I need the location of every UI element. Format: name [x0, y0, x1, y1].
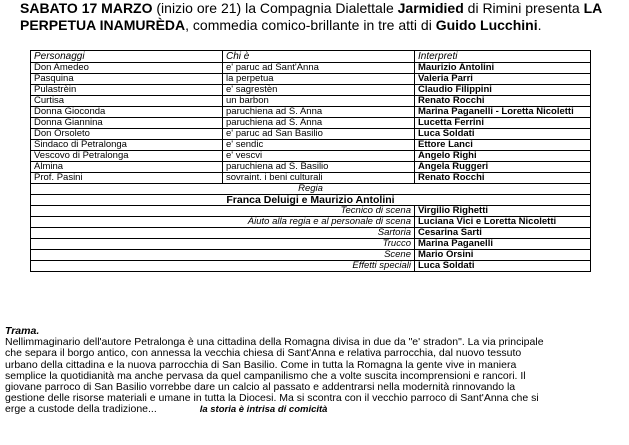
play-title-part1: LA [583, 0, 603, 16]
actor-cell: Angelo Righi [415, 151, 591, 162]
company-name: Jarmidied [397, 0, 464, 16]
table-row [31, 151, 591, 162]
crew-row [31, 239, 591, 250]
character-cell: Curtisa [31, 96, 223, 107]
crew-name: Virgilio Righetti [415, 206, 591, 217]
column-header: Interpreti [415, 51, 591, 63]
role-cell: paruchiena ad S. Basilio [223, 162, 415, 173]
actor-cell: Ettore Lanci [415, 140, 591, 151]
crew-role: Effetti speciali [31, 261, 415, 272]
actor-cell: Lucetta Ferrini [415, 118, 591, 129]
table-row [31, 162, 591, 173]
plot-tagline: la storia è intrisa di comicità [199, 404, 328, 416]
role-cell: e' paruc ad Sant'Anna [223, 63, 415, 74]
actor-cell: Maurizio Antolini [415, 63, 591, 74]
crew-role: Aiuto alla regia e al personale di scena [31, 217, 415, 228]
actor-cell: Luca Soldati [415, 129, 591, 140]
regia-names: Franca Deluigi e Maurizio Antolini [31, 195, 591, 206]
character-cell: Almina [31, 162, 223, 173]
crew-role: Scene [31, 250, 415, 261]
actor-cell: Marina Paganelli - Loretta Nicoletti [415, 107, 591, 118]
table-header-row [31, 51, 591, 63]
character-cell: Pulastrèin [31, 85, 223, 96]
role-cell: paruchiena ad S. Anna [223, 107, 415, 118]
character-cell: Vescovo di Petralonga [31, 151, 223, 162]
plot-line: giovane parroco di San Basilio vorrebbe dare un calcio al passato e addentrarsi nella modernità rinnovando la [5, 381, 516, 394]
play-title-part2: PERPETUA INAMURÈDA [20, 17, 186, 33]
character-cell: Donna Giannina [31, 118, 223, 129]
event-time: (inizio ore 21) la Compagnia Dialettale [156, 0, 394, 16]
role-cell: un barbon [223, 96, 415, 107]
crew-name: Mario Orsini [415, 250, 591, 261]
table-row [31, 118, 591, 129]
crew-role: Tecnico di scena [31, 206, 415, 217]
character-cell: Don Amedeo [31, 63, 223, 74]
role-cell: e' paruc ad San Basilio [223, 129, 415, 140]
event-location: di Rimini presenta [467, 0, 580, 16]
actor-cell: Claudio Filippini [415, 85, 591, 96]
crew-name: Luca Soldati [415, 261, 591, 272]
plot-line: gestione delle risorse materiali e umane in tutta la Diocesi. Ma si scontra con il vecchio parroco di Sant'Anna che si [5, 392, 539, 405]
actor-cell: Valeria Parri [415, 74, 591, 85]
crew-row [31, 250, 591, 261]
event-date: SABATO 17 MARZO [20, 0, 153, 16]
crew-name: Luciana Vici e Loretta Nicoletti [415, 217, 591, 228]
table-row [31, 63, 591, 74]
column-header: Chi è [223, 51, 415, 63]
crew-role: Sartoria [31, 228, 415, 239]
table-row [31, 85, 591, 96]
crew-role: Trucco [31, 239, 415, 250]
role-cell: paruchiena ad S. Anna [223, 118, 415, 129]
table-row [31, 140, 591, 151]
regia-label: Regia [31, 184, 591, 195]
actor-cell: Renato Rocchi [415, 96, 591, 107]
event-header [20, 0, 620, 34]
plot-line: semplice la quotidianità ma anche pervasa da quel campanilismo che a volte suscita incomprensioni e rancori. Il [5, 369, 526, 382]
actor-cell: Angela Ruggeri [415, 162, 591, 173]
character-cell: Pasquina [31, 74, 223, 85]
crew-row [31, 228, 591, 239]
character-cell: Don Orsoleto [31, 129, 223, 140]
table-row [31, 96, 591, 107]
table-row [31, 74, 591, 85]
play-subtitle: , commedia comico-brillante in tre atti di [185, 17, 432, 33]
plot-section [5, 326, 625, 416]
plot-last-line-text: erge a custode della tradizione... [5, 403, 157, 416]
table-row [31, 129, 591, 140]
plot-last-line [5, 404, 625, 415]
crew-row [31, 206, 591, 217]
plot-line: che separa il borgo antico, con annessa la vecchia chiesa di Sant'Anna e relativa parrocchia, dal nuovo tessuto [5, 347, 522, 360]
role-cell: e' vescvi [223, 151, 415, 162]
role-cell: e' sagrestèn [223, 85, 415, 96]
header-period: . [537, 17, 542, 33]
crew-name: Cesarina Sarti [415, 228, 591, 239]
crew-name: Marina Paganelli [415, 239, 591, 250]
role-cell: la perpetua [223, 74, 415, 85]
crew-row [31, 217, 591, 228]
regia-row [31, 184, 591, 195]
play-author: Guido Lucchini [435, 17, 538, 33]
crew-row [31, 261, 591, 272]
table-row [31, 173, 591, 184]
plot-line: Nellimmaginario dell'autore Petralonga è una cittadina della Romagna divisa in due da "e' stradon". La via principale [5, 336, 544, 349]
character-cell: Prof. Pasini [31, 173, 223, 184]
column-header: Personaggi [31, 51, 223, 63]
plot-text [5, 337, 625, 404]
role-cell: e' sendic [223, 140, 415, 151]
role-cell: sovraint. i beni culturali [223, 173, 415, 184]
character-cell: Donna Gioconda [31, 107, 223, 118]
cast-table [30, 50, 591, 272]
character-cell: Sindaco di Petralonga [31, 140, 223, 151]
plot-line: urbano della cittadina e la nuova parrocchia di San Basilio. Come in tutta la Romagna la gente vive in maniera [5, 358, 517, 371]
plot-title: Trama. [5, 325, 40, 337]
table-row [31, 107, 591, 118]
actor-cell: Renato Rocchi [415, 173, 591, 184]
cast-table-wrapper [30, 50, 590, 272]
regia-names-row [31, 195, 591, 206]
